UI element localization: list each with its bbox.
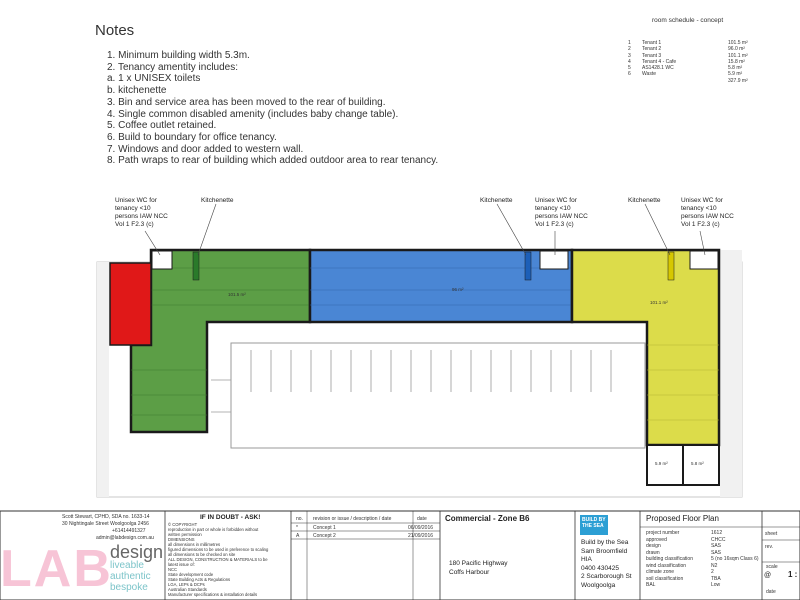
schedule-total-row: 327.9 m² (728, 77, 748, 84)
logo-tag-2: authentic (110, 571, 151, 582)
logo-letters: LAB (0, 540, 113, 598)
notes-title: Notes (95, 22, 135, 39)
note-item: a. 1 x UNISEX toilets (107, 73, 201, 85)
tenant-3-area-label: 101.1 m² (650, 300, 668, 305)
callout-unisex-wc-2: Unisex WC for tenancy <10 persons IAW NCC Vol 1 F2.3 (c) (535, 197, 588, 228)
wc-area-label: 5.8 m² (691, 461, 704, 466)
scale-label: scale (766, 564, 778, 570)
note-item: b. kitchenette (107, 85, 167, 97)
revision-date: 06/09/2016 (408, 525, 434, 531)
revision-desc: Concept 1 (313, 525, 336, 531)
callout-unisex-wc-1: Unisex WC for tenancy <10 persons IAW NCC Vol 1 F2.3 (c) (115, 197, 168, 228)
kitchenette-1 (193, 252, 199, 280)
project-title: Commercial - Zone B6 (445, 514, 530, 523)
logo-tag-1: liveable (110, 560, 144, 571)
carpark-area (231, 343, 645, 448)
site-address-line-1: 180 Pacific Highway (449, 560, 508, 567)
rev-label: rev. (765, 544, 773, 550)
note-item: 8. Path wraps to rear of building which added outdoor area to rear tenancy. (107, 155, 439, 167)
callout-leaders (145, 204, 705, 255)
note-item: 6. Build to boundary for office tenancy. (107, 131, 277, 143)
date-label: date (766, 589, 776, 595)
sheet-label: sheet (765, 531, 778, 537)
tenant-2-area-label: 96 m² (452, 287, 464, 292)
schedule-row: 4 Tenant 4 - Cafe 15.8 m² (628, 58, 745, 65)
rev-header-no: no. (296, 516, 303, 522)
drawing-title: Proposed Floor Plan (646, 514, 719, 523)
callout-unisex-wc-3: Unisex WC for tenancy <10 persons IAW NCC Vol 1 F2.3 (c) (681, 197, 734, 228)
schedule-row: 3 Tenant 3 101.1 m² (628, 52, 748, 59)
revision-no: A (296, 533, 300, 539)
rev-header-desc: revision or issue / description / date (313, 516, 392, 522)
revision-date: 21/09/2016 (408, 533, 434, 539)
drawing-meta-labels: project number approved design drawn building classification wind classification climate zone soil classification BAL (646, 530, 693, 588)
callout-kitchenette-3: Kitchenette (628, 197, 661, 204)
doubt-heading: IF IN DOUBT - ASK! (200, 514, 261, 521)
note-item: 5. Coffee outlet retained. (107, 120, 217, 132)
schedule-row: 5 AS1428.1 WC 5.8 m² (628, 65, 743, 72)
designer-email: admin@labdesign.com.au (96, 535, 154, 541)
site-edge-left (97, 262, 109, 497)
wc-cubicle-3 (690, 251, 718, 269)
revision-desc: Concept 2 (313, 533, 336, 539)
designer-name: Scott Stewart, CPHD, SDA no. 1633-14 (62, 514, 150, 520)
note-item: 2. Tenancy amentity includes: (107, 61, 239, 73)
schedule-row: 2 Tenant 2 96.0 m² (628, 46, 745, 53)
at-symbol: @ (764, 572, 772, 579)
callout-kitchenette-1: Kitchenette (201, 197, 234, 204)
note-item: 4. Single common disabled amenity (includes baby change table). (107, 108, 399, 120)
tenant-1-area-label: 101.5 m² (228, 292, 246, 297)
note-item: 7. Windows and door added to western wall. (107, 143, 304, 155)
site-edge-right (720, 250, 742, 497)
kitchenette-3 (668, 252, 674, 280)
note-item: 3. Bin and service area has been moved to the rear of building. (107, 96, 386, 108)
designer-address: 30 Nightingale Street Woolgoolga 2456 (62, 521, 149, 527)
schedule-title: room schedule - concept (652, 17, 724, 24)
schedule-row: 1 Tenant 1 101.5 m² (628, 40, 748, 46)
client-details: Build by the Sea Sam Broomfield HIA 0400 430425 2 Scarborough St Woolgoolga (581, 539, 632, 589)
rev-header-date: date (417, 516, 427, 522)
site-address-line-2: Coffs Harbour (449, 569, 490, 576)
schedule-row: 6 Waste 5.9 m² (628, 71, 743, 78)
scale-value: 1 : (788, 570, 798, 579)
logo-word: design (110, 542, 164, 562)
copyright-block: © COPYRIGHT reproduction in part or whole is forbidden without written permission DIMENSIONS all dimensions in millimetres figured dimensions to be used in preference to scaling all dimensions to be checked on site ALL DESIGN, CONSTRUCTION & MATERIALS to be latest issue of: NCC State development code State Building Acts & Regulations LGA, LEPs & DCPs Australian Standards Manufacturer specifications & installation details (168, 522, 269, 597)
kitchenette-2 (525, 252, 531, 280)
waste-area-label: 5.9 m² (655, 461, 668, 466)
tenant-2-area (310, 250, 572, 322)
cafe-area (110, 263, 151, 345)
note-item: 1. Minimum building width 5.3m. (107, 50, 250, 61)
brand-logo-text: BUILD BY THE SEA (582, 517, 606, 529)
wc-cubicle-2 (540, 251, 568, 269)
designer-phone: +61414491327 (112, 528, 146, 534)
logo-tag-3: bespoke (110, 582, 148, 593)
wc-cubicle-1 (152, 251, 172, 269)
drawing-meta-values: 1612 CHCC SAS SAS 5 (no 16sqm Class 6) N2 2 TBA Low (711, 530, 759, 588)
revision-no: * (296, 525, 298, 531)
callout-kitchenette-2: Kitchenette (480, 197, 513, 204)
